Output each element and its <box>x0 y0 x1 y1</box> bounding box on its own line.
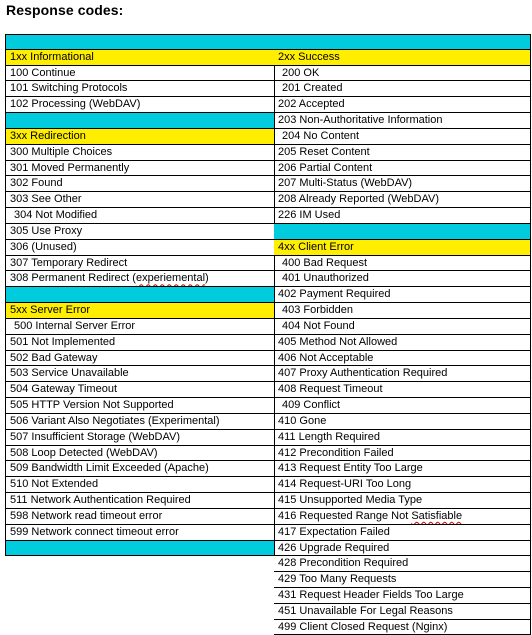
table-row: 429 Too Many Requests <box>274 572 531 588</box>
table-row: 416 Requested Range Not Satisfiable <box>274 509 531 525</box>
table-row: 201 Created <box>274 81 531 97</box>
spacer-row <box>5 541 275 557</box>
spacer-row <box>5 113 275 129</box>
table-row: 501 Not Implemented <box>5 335 275 351</box>
table-row: 203 Non-Authoritative Information <box>274 113 531 129</box>
table-row: 511 Network Authentication Required <box>5 493 275 509</box>
table-row: 431 Request Header Fields Too Large <box>274 588 531 604</box>
table-row: 406 Not Acceptable <box>274 351 531 367</box>
table-row: 409 Conflict <box>274 398 531 414</box>
table-row: 510 Not Extended <box>5 477 275 493</box>
table-row: 508 Loop Detected (WebDAV) <box>5 446 275 462</box>
spacer-row <box>274 34 531 50</box>
table-row: 207 Multi-Status (WebDAV) <box>274 176 531 192</box>
table-row: 208 Already Reported (WebDAV) <box>274 192 531 208</box>
spacer-row <box>274 224 531 240</box>
section-header: 5xx Server Error <box>5 303 275 319</box>
table-row: 226 IM Used <box>274 208 531 224</box>
table-row: 303 See Other <box>5 192 275 208</box>
spacer-row <box>5 287 275 303</box>
table-row: 411 Length Required <box>274 430 531 446</box>
section-header: 3xx Redirection <box>5 129 275 145</box>
table-row: 408 Request Timeout <box>274 382 531 398</box>
spacer-row <box>5 34 275 50</box>
table-row: 400 Bad Request <box>274 256 531 272</box>
table-row: 300 Multiple Choices <box>5 145 275 161</box>
table-row: 499 Client Closed Request (Nginx) <box>274 620 531 635</box>
table-row: 307 Temporary Redirect <box>5 256 275 272</box>
table-row: 101 Switching Protocols <box>5 81 275 97</box>
section-header: 4xx Client Error <box>274 240 531 256</box>
table-row: 200 OK <box>274 66 531 82</box>
section-header: 1xx Informational <box>5 50 275 66</box>
table-row: 414 Request-URI Too Long <box>274 477 531 493</box>
table-row: 304 Not Modified <box>5 208 275 224</box>
table-row: 407 Proxy Authentication Required <box>274 366 531 382</box>
table-row: 102 Processing (WebDAV) <box>5 97 275 113</box>
table-row: 412 Precondition Failed <box>274 446 531 462</box>
table-row: 405 Method Not Allowed <box>274 335 531 351</box>
table-row: 428 Precondition Required <box>274 556 531 572</box>
table-row: 306 (Unused) <box>5 240 275 256</box>
table-row: 451 Unavailable For Legal Reasons <box>274 604 531 620</box>
table-row: 506 Variant Also Negotiates (Experimental) <box>5 414 275 430</box>
left-table-column <box>5 34 275 556</box>
table-row: 202 Accepted <box>274 97 531 113</box>
table-row: 598 Network read timeout error <box>5 509 275 525</box>
table-row: 205 Reset Content <box>274 145 531 161</box>
table-row: 505 HTTP Version Not Supported <box>5 398 275 414</box>
table-row: 401 Unauthorized <box>274 271 531 287</box>
table-row: 502 Bad Gateway <box>5 351 275 367</box>
table-row: 402 Payment Required <box>274 287 531 303</box>
table-row: 206 Partial Content <box>274 161 531 177</box>
right-table-column <box>274 34 531 635</box>
table-row: 599 Network connect timeout error <box>5 525 275 541</box>
table-row: 308 Permanent Redirect (experiemental) <box>5 271 275 287</box>
table-row: 410 Gone <box>274 414 531 430</box>
table-row: 413 Request Entity Too Large <box>274 461 531 477</box>
table-row: 500 Internal Server Error <box>5 319 275 335</box>
table-row: 100 Continue <box>5 66 275 82</box>
table-row: 507 Insufficient Storage (WebDAV) <box>5 430 275 446</box>
table-row: 403 Forbidden <box>274 303 531 319</box>
table-row: 404 Not Found <box>274 319 531 335</box>
table-row: 302 Found <box>5 176 275 192</box>
table-row: 415 Unsupported Media Type <box>274 493 531 509</box>
table-row: 204 No Content <box>274 129 531 145</box>
table-row: 301 Moved Permanently <box>5 161 275 177</box>
table-row: 509 Bandwidth Limit Exceeded (Apache) <box>5 461 275 477</box>
table-row: 417 Expectation Failed <box>274 525 531 541</box>
table-row: 305 Use Proxy <box>5 224 275 240</box>
page-title: Response codes: <box>6 2 124 18</box>
table-row: 504 Gateway Timeout <box>5 382 275 398</box>
table-row: 503 Service Unavailable <box>5 366 275 382</box>
section-header: 2xx Success <box>274 50 531 66</box>
table-row: 426 Upgrade Required <box>274 541 531 557</box>
